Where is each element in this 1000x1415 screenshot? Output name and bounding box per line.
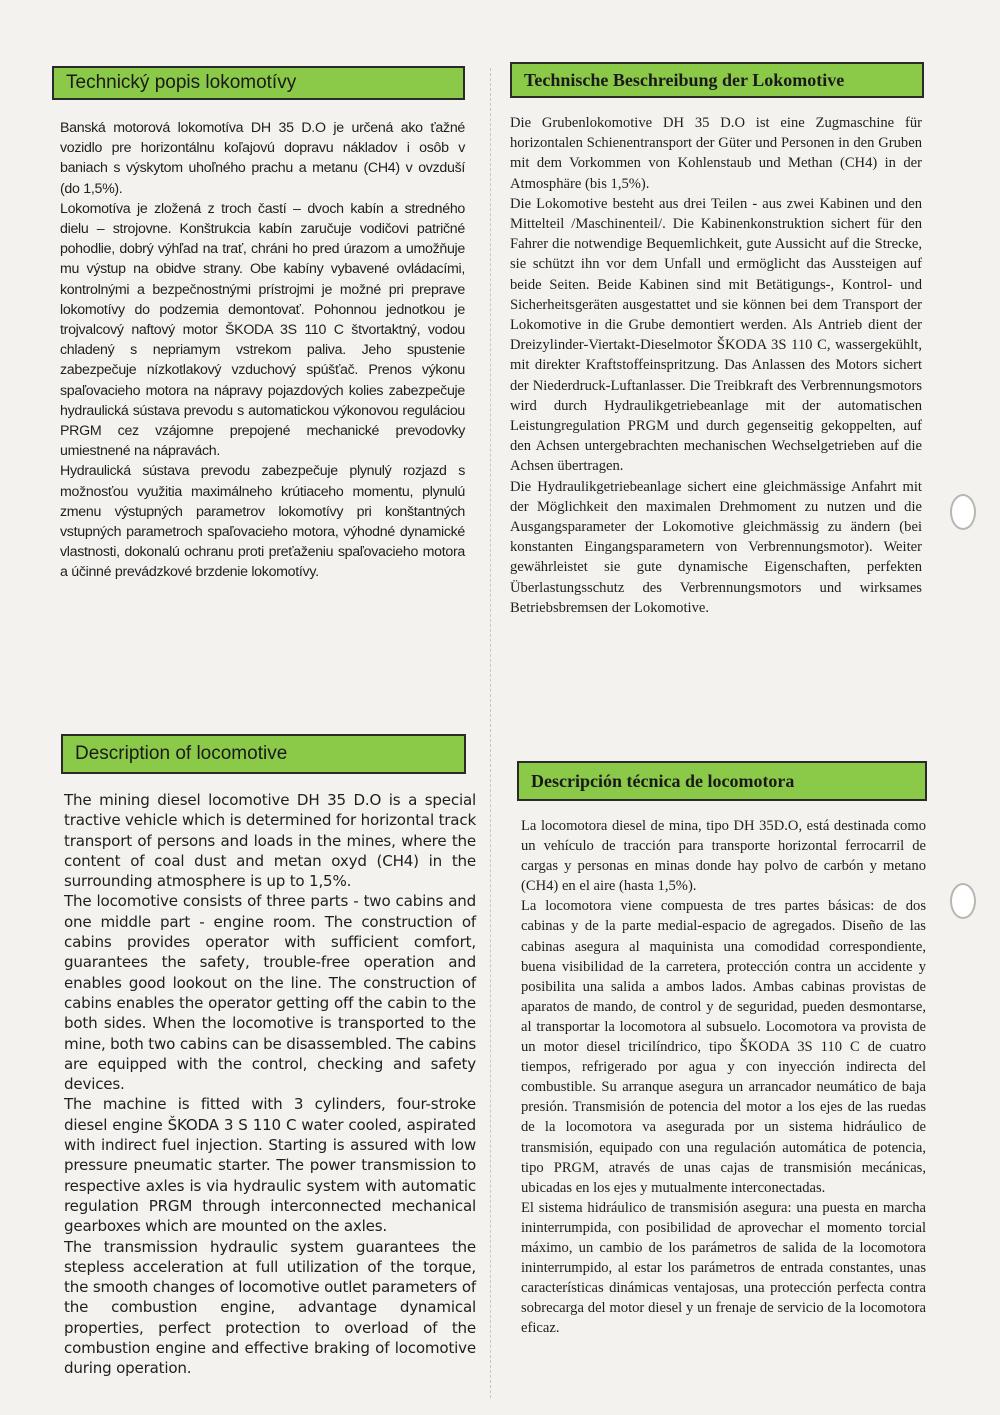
- paragraph: La locomotora viene compuesta de tres partes básicas: de dos cabinas y de la parte medial-espacio de agregados. Diseño de las cabinas asegura al maquinista una comodidad correspondiente, buena visibilidad de la carretera, protección contra un accidente y posibilita una salida a ambos lados. Ambas cabinas provistas de aparatos de mando, de control y de seguridad, pueden desmontarse, al transportar la locomotora al subsuelo. Locomotora va provista de un motor diesel tricilíndrico, tipo ŠKODA 3S 110 C de cuatro tiempos, refrigerado por agua y con inyección indirecta del combustible. Su arranque asegura un arrancador neumático de baja presión. Transmisión de potencia del motor a los ejes de las ruedas de la locomotora va asegurada por un sistema hidráulico de transmisión, equipado con una regulación automática de potencia, tipo PRGM, através de unas cajas de transmisión mecánicas, ubicadas en los ejes y mutualmente interconectadas.: [521, 898, 926, 1196]
- heading-spanish: Descripción técnica de locomotora: [517, 761, 927, 801]
- punch-hole-icon: [950, 494, 976, 530]
- paragraph: Lokomotíva je zložená z troch častí – dvoch kabín a stredného dielu – strojovne. Konštrukcia kabín zaručuje vodičovi patričné pohodlie, dobrý výhľad na trať, chráni ho pred úrazom a umožňuje mu výstup na obidve strany. Obe kabíny vybavené ovládacími, kontrolnými a bezpečnostnými prístrojmi je možné pri preprave lokomotívy do podzemia demontovať. Pohonnou jednotkou je trojvalcový naftový motor ŠKODA 3S 110 C štvortaktný, vodou chladený s nepriamym vstrekom paliva. Jeho spustenie zabezpečuje nízkotlakový vzduchový spúšťač. Prenos výkonu spaľovacieho motora na nápravy pojazdových kolies zabezpečuje hydraulická sústava prevodu s automatickou výkonovou reguláciou PRGM cez vzájomne prepojené mechanické prevodovky umiestnené na nápravách.: [60, 200, 465, 460]
- paragraph: Die Grubenlokomotive DH 35 D.O ist eine Zugmaschine für horizontalen Schienentransport der Güter und Personen in den Gruben mit dem Vorkommen von Kohlenstaub und Methan (CH4) in der Atmosphäre (bis 1,5%).: [510, 115, 922, 192]
- paragraph: Die Lokomotive besteht aus drei Teilen - aus zwei Kabinen und den Mittelteil /Maschinenteil/. Die Kabinenkonstruktion sichert für den Fahrer die notwendige Bequemlichkeit, gute Aussicht auf die Strecke, sie schützt ihn vor dem Unfall und ermöglicht das Aussteigen auf beide Seiten. Beide Kabinen sind mit Betätigungs-, Kontrol- und Sicherheitsgeräten ausgestattet und sie können bei dem Transport der Lokomotive in die Grube demontiert werden. Als Antrieb dient der Dreizylinder-Viertakt-Dieselmotor ŠKODA 3S 110 C, wassergekühlt, mit direkter Kraftstoffeinspritzung. Das Anlassen des Motors sichert der Niederdruck-Luftanlasser. Die Treibkraft des Verbrennungsmotors wird durch Hydraulikgetriebeanlage mit der automatischen Leistungregulation PRGM und durch gegenseitig gekoppelten, auf den Achsen untergebrachten mechanischen Wechselgetrieben auf die Achsen übertragen.: [510, 195, 922, 475]
- text-slovak: [60, 118, 465, 583]
- paragraph: The transmission hydraulic system guarantees the stepless acceleration at full utilization of the torque, the smooth changes of locomotive outlet parameters of the combustion engine, advantage dynamical properties, perfect protection to overload of the combustion engine and effective braking of locomotive during operation.: [64, 1237, 476, 1378]
- punch-hole-icon: [950, 883, 976, 919]
- paragraph: Hydraulická sústava prevodu zabezpečuje plynulý rozjazd s možnosťou využitia maximálneho krútiaceho momentu, plynulú zmenu výstupných parametrov lokomotívy pri konštantných vstupných parametroch spaľovacieho motora, výhodné dynamické vlastnosti, dokonalú ochranu proti preťaženiu spaľovacieho motora a účinné prevádzkové brzdenie lokomotívy.: [60, 463, 465, 581]
- paragraph: Banská motorová lokomotíva DH 35 D.O je určená ako ťažné vozidlo pre horizontálnu koľajovú dopravu nákladov i osôb v baniach s výskytom uhoľného prachu a metanu (CH4) v ovzduší (do 1,5%).: [60, 120, 465, 197]
- text-german: [510, 113, 922, 618]
- heading-english: Description of locomotive: [61, 734, 466, 774]
- heading-german: Technische Beschreibung der Lokomotive: [510, 62, 924, 98]
- column-divider: [490, 68, 491, 1398]
- paragraph: The locomotive consists of three parts - two cabins and one middle part - engine room. The construction of cabins provides operator with sufficient comfort, guarantees the safety, trouble-free operation and enables good lookout on the line. The construction of cabins enables the operator getting off the cabin to the both sides. When the locomotive is transported to the mine, both two cabins can be disassembled. The cabins are equipped with the control, checking and safety devices.: [64, 892, 476, 1094]
- text-english: [64, 790, 476, 1379]
- text-spanish: [521, 816, 926, 1338]
- paragraph: The machine is fitted with 3 cylinders, four-stroke diesel engine ŠKODA 3 S 110 C water cooled, aspirated with indirect fuel injection. Starting is assured with low pressure pneumatic starter. The power transmission to respective axles is via hydraulic system with automatic regulation PRGM through interconnected mechanical gearboxes which are mounted on the axles.: [64, 1095, 476, 1236]
- paragraph: La locomotora diesel de mina, tipo DH 35D.O, está destinada como un vehículo de tracción para transporte horizontal ferrocarril de cargas y personas en minas donde hay polvo de carbón y metano (CH4) en el aire (hasta 1,5%).: [521, 818, 926, 895]
- paragraph: Die Hydraulikgetriebeanlage sichert eine gleichmässige Anfahrt mit der Möglichkeit den maximalen Drehmoment zu nutzen und die Ausgangsparameter der Lokomotive gleichmässig zu ändern (bei konstanten Eingangsparametern von Verbrennungsmotor). Weiter gewährleistet sie gute dynamische Eigenschaften, perfekten Überlastungsschutz des Verbrennungsmotors und wirksames Betriebsbremsen der Lokomotive.: [510, 478, 922, 616]
- heading-slovak: Technický popis lokomotívy: [52, 66, 465, 100]
- paragraph: El sistema hidráulico de transmisión asegura: una puesta en marcha ininterrumpida, con posibilidad de aprovechar el momento torcial máximo, un cambio de los parámetros de salida de la locomotora ininterrumpido, al estar los parámetros de entrada constantes, unas características dinámicas ventajosas, una protección perfecta contra sobrecarga del motor diesel y un frenaje de servicio de la locomotora eficaz.: [521, 1199, 926, 1337]
- paragraph: The mining diesel locomotive DH 35 D.O is a special tractive vehicle which is determined for horizontal track transport of persons and loads in the mines, where the content of coal dust and metan oxyd (CH4) in the surrounding atmosphere is up to 1,5%.: [64, 791, 476, 891]
